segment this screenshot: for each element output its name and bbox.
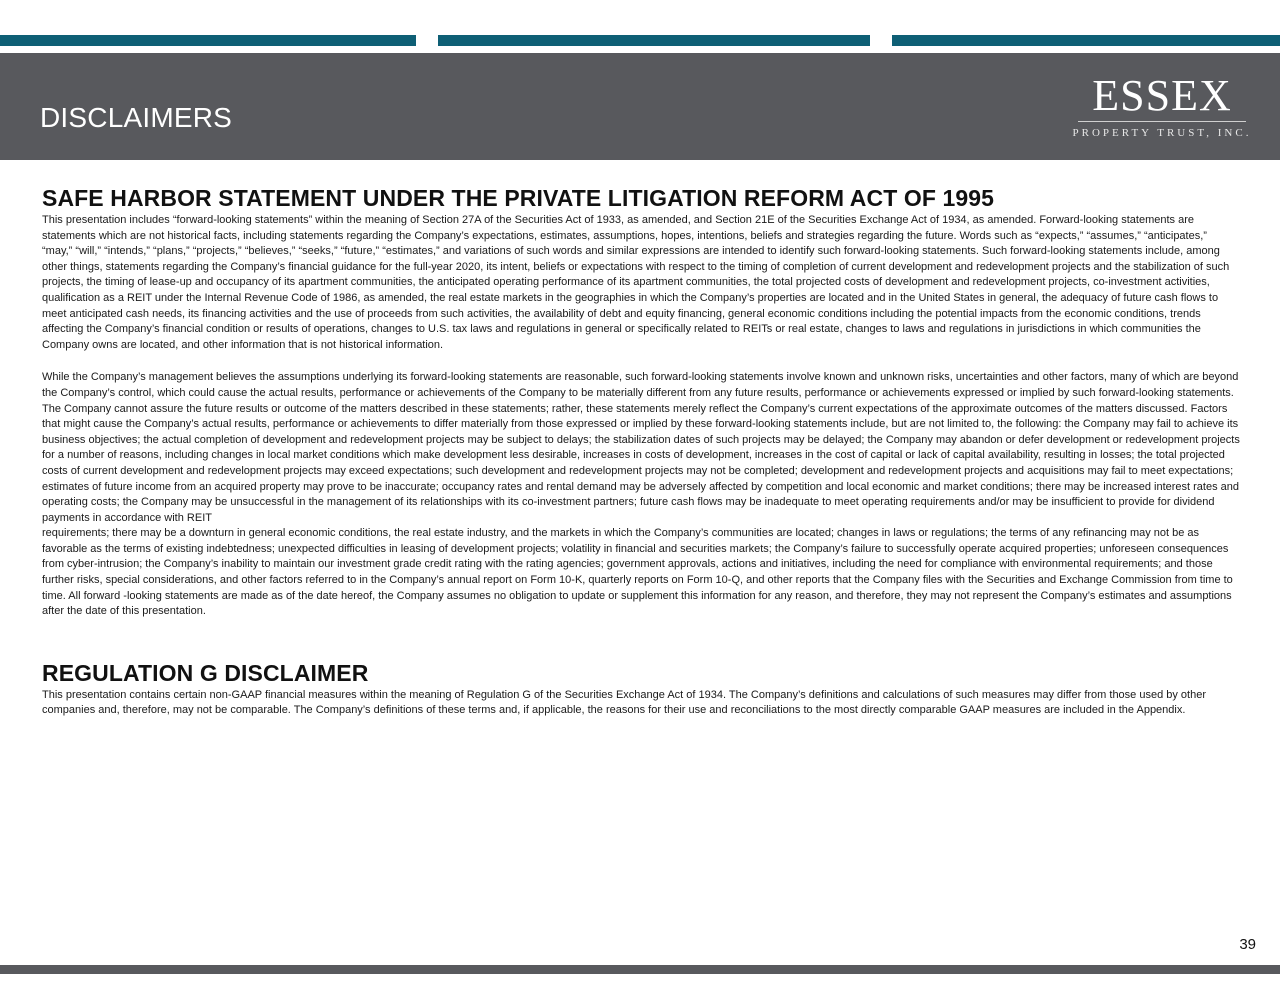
page-title: DISCLAIMERS — [40, 102, 233, 133]
logo-subtitle: PROPERTY TRUST, INC. — [1072, 127, 1252, 139]
section-spacer — [42, 620, 1240, 658]
regulation-g-section — [42, 658, 1240, 719]
safe-harbor-paragraph-1: This presentation includes “forward-looking statements” within the meaning of Section 27A of the Securities Act of 1933, as amended, and Section 21E of the Securities Exchange Act of 1934, as amended. Forward-looking statements are statements which are not historical facts, including statements regarding the Company’s expectations, estimates, assumptions, hopes, intentions, beliefs and strategies regarding the future. Words such as “expects,” “assumes,” “anticipates,” “may,” “will,” “intends,” “plans,” “projects,” “believes,” “seeks,” “future,” “estimates,” and variations of such words and similar expressions are intended to identify such forward-looking statements. Such forward-looking statements include, among other things, statements regarding the Company’s financial guidance for the full-year 2020, its intent, beliefs or expectations with respect to the timing of completion of current development and redevelopment projects and the stabilization of such projects, the timing of lease-up and occupancy of its apartment communities, the anticipated operating performance of its apartment communities, the total projected costs of development and redevelopment projects, co-investment activities, qualification as a REIT under the Internal Revenue Code of 1986, as amended, the real estate markets in the geographies in which the Company’s properties are located and in the United States in general, the adequacy of future cash flows to meet anticipated cash needs, its financing activities and the use of proceeds from such activities, the availability of debt and equity financing, general economic conditions including the potential impacts from the economic conditions, trends affecting the Company’s financial condition or results of operations, changes to U.S. tax laws and regulations in general or specifically related to REITs or real estate, changes to laws and regulations in jurisdictions in which communities the Company owns are located, and other information that is not historical information. — [42, 214, 1230, 351]
disclaimer-content — [42, 183, 1240, 719]
logo-wordmark: ESSEX — [1092, 71, 1232, 120]
paragraph-spacer — [42, 353, 1240, 370]
regulation-g-heading: REGULATION G DISCLAIMER — [42, 659, 369, 686]
regulation-g-paragraph: This presentation contains certain non-GAAP financial measures within the meaning of Regulation G of the Securities Exchange Act of 1934. The Company’s definitions and calculations of such measures may differ from those used by other companies and, therefore, may not be comparable. The Company’s definitions of these terms and, if applicable, the reasons for their use and reconciliations to the most directly comparable GAAP measures are included in the Appendix. — [42, 688, 1207, 717]
footer-bar — [0, 965, 1280, 974]
essex-logo — [1072, 73, 1252, 140]
safe-harbor-section — [42, 183, 1240, 620]
accent-bar-middle — [438, 35, 870, 46]
logo-divider — [1078, 121, 1246, 122]
accent-bar-right — [892, 35, 1280, 46]
accent-bar-left — [0, 35, 416, 46]
safe-harbor-heading: SAFE HARBOR STATEMENT UNDER THE PRIVATE LITIGATION REFORM ACT OF 1995 — [42, 185, 995, 211]
header-band — [0, 53, 1280, 160]
safe-harbor-paragraph-3: requirements; there may be a downturn in general economic conditions, the real estate industry, and the markets in which the Company’s communities are located; changes in laws or regulations; the terms of any refinancing may not be as favorable as the terms of existing indebtedness; unexpected difficulties in leasing of development projects; volatility in financial and securities markets; the Company’s failure to successfully operate acquired properties; unforeseen consequences from cyber-intrusion; the Company’s inability to maintain our investment grade credit rating with the rating agencies; government approvals, actions and initiatives, including the need for compliance with environmental requirements; and those further risks, special considerations, and other factors referred to in the Company’s annual report on Form 10-K, quarterly reports on Form 10-Q, and other reports that the Company files with the Securities and Exchange Commission from time to time. All forward -looking statements are made as of the date hereof, the Company assumes no obligation to update or supplement this information for any reason, and therefore, they may not represent the Company’s estimates and assumptions after the date of this presentation. — [42, 527, 1233, 618]
safe-harbor-paragraph-2: While the Company’s management believes the assumptions underlying its forward-looking statements are reasonable, such forward-looking statements involve known and unknown risks, uncertainties and other factors, many of which are beyond the Company’s control, which could cause the actual results, performance or achievements of the Company to be materially different from any future results, performance or achievements expressed or implied by such forward-looking statements. The Company cannot assure the future results or outcome of the matters described in these statements; rather, these statements merely reflect the Company’s current expectations of the approximate outcomes of the matters discussed. Factors that might cause the Company’s actual results, performance or achievements to differ materially from those expressed or implied by these forward-looking statements include, but are not limited to, the following: the Company may fail to achieve its business objectives; the actual completion of development and redevelopment projects may be subject to delays; the stabilization dates of such projects may be delayed; the Company may abandon or defer development or redevelopment projects for a number of reasons, including changes in local market conditions which make development less desirable, increases in costs of development, increases in the cost of capital or lack of capital availability, resulting in losses; the total projected costs of current development and redevelopment projects may exceed expectations; such development and redevelopment projects may not be completed; development and redevelopment projects and acquisitions may fail to meet expectations; estimates of future income from an acquired property may prove to be inaccurate; occupancy rates and rental demand may be adversely affected by competition and local economic and market conditions; there may be increased interest rates and operating costs; the Company may be unsuccessful in the management of its relationships with its co-investment partners; future cash flows may be inadequate to meet operating requirements and/or may be insufficient to provide for dividend payments in accordance with REIT — [42, 371, 1240, 524]
page-number: 39 — [1239, 936, 1256, 953]
